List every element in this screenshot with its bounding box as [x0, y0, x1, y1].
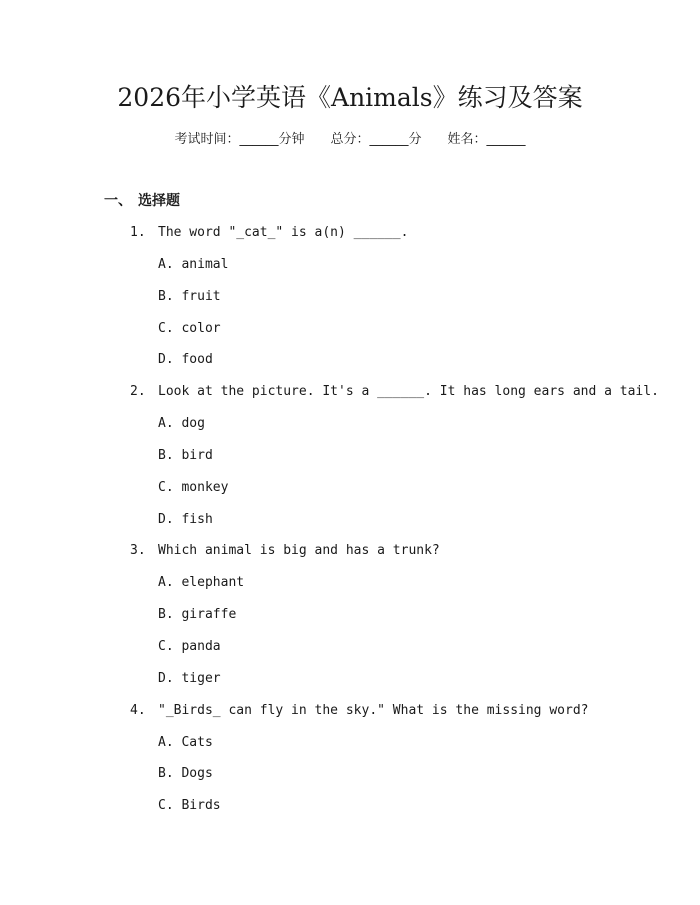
- option-b: B. giraffe: [158, 607, 237, 623]
- option-c: C. color: [158, 320, 221, 336]
- question-list: [0, 222, 700, 827]
- question-1: [0, 222, 700, 381]
- option-d: D. tiger: [158, 670, 221, 686]
- question-2: [0, 381, 700, 540]
- option-a: A. elephant: [158, 575, 245, 591]
- option-b: B. Dogs: [158, 766, 213, 782]
- question-text: Look at the picture. It's a ______. It has long ears and a tail.: [158, 384, 659, 400]
- option-d: D. fish: [158, 511, 213, 527]
- question-text: Which animal is big and has a trunk?: [158, 543, 440, 559]
- question-text: The word "_cat_" is a(n) ______.: [158, 225, 409, 240]
- question-number: 1.: [130, 225, 146, 240]
- total-score-label: 总分：______分: [330, 132, 422, 147]
- option-b: B. bird: [158, 447, 213, 463]
- section-title: 选择题: [138, 193, 180, 209]
- question-3: [0, 540, 700, 699]
- option-b: B. fruit: [158, 288, 221, 304]
- option-a: A. Cats: [158, 734, 213, 750]
- name-label: 姓名：______: [447, 132, 526, 147]
- option-d: D. food: [158, 352, 213, 368]
- section-number: 一、: [104, 193, 132, 209]
- question-text: "_Birds_ can fly in the sky." What is the missing word?: [158, 702, 589, 718]
- option-c: C. panda: [158, 638, 221, 654]
- section-heading: [104, 191, 180, 211]
- option-a: A. dog: [158, 416, 205, 432]
- question-number: 2.: [130, 384, 146, 400]
- page-title: 2026年小学英语《Animals》练习及答案: [117, 83, 583, 112]
- question-number: 3.: [130, 543, 146, 559]
- exam-time-label: 考试时间：______分钟: [174, 132, 305, 147]
- exam-meta: [0, 130, 700, 150]
- option-c: C. monkey: [158, 479, 229, 495]
- option-a: A. animal: [158, 256, 229, 272]
- question-4: [0, 700, 700, 827]
- question-number: 4.: [130, 702, 146, 718]
- option-c: C. Birds: [158, 798, 221, 814]
